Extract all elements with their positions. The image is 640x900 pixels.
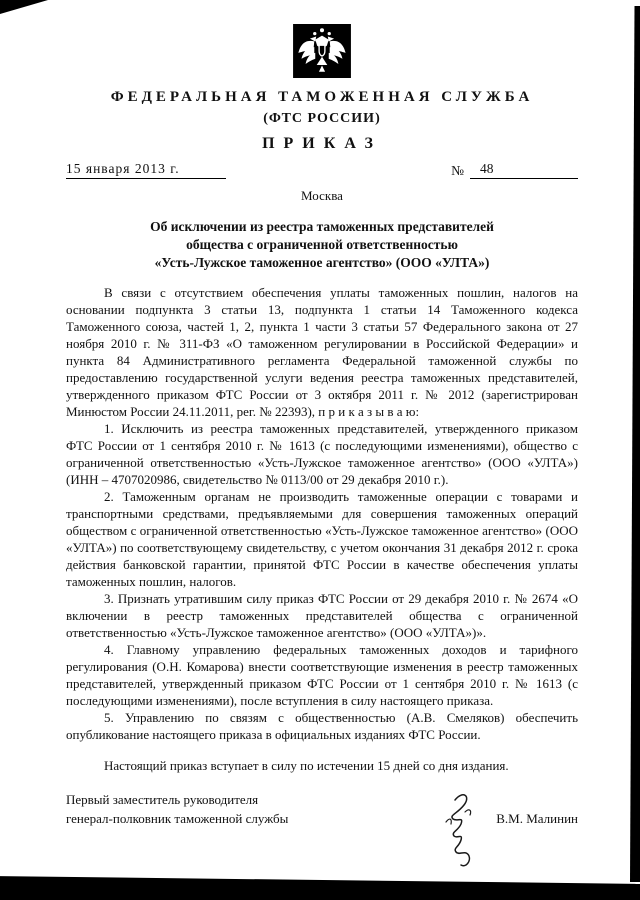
- date-number-row: [66, 161, 578, 179]
- signature-block: [66, 790, 578, 828]
- double-headed-eagle-icon: [293, 65, 351, 82]
- preamble-paragraph: В связи с отсутствием обеспечения уплаты таможенных пошлин, налогов на основании подпункта 3 статьи 13, подпункта 1 статьи 14 Таможенного кодекса Таможенного союза, частей 1, 2, пункта 1 части 3 статьи 57 Федерального закона от 27 ноября 2010 г. № 311-ФЗ «О таможенном регулировании в Российской Федерации» и пункта 84 Административного регламента Федеральной таможенной службы по предоставлению государственной услуги ведения реестра таможенных представителей, утвержденного приказом ФТС России от 3 октября 2011 г. № 2012 (зарегистрирован Минюстом России 24.11.2011, рег. № 22393), п р и к а з ы в а ю:: [66, 285, 578, 419]
- scan-artifact-top-left: [0, 0, 48, 14]
- scan-artifact-bottom-edge: [0, 874, 640, 900]
- document-date: 15 января 2013 г.: [66, 161, 226, 179]
- document-content: [66, 24, 578, 828]
- document-body: [66, 284, 578, 774]
- signer-position-line-2: генерал-полковник таможенной службы: [66, 811, 289, 826]
- number-sign: №: [451, 163, 464, 178]
- document-type-heading: ПРИКАЗ: [262, 135, 382, 152]
- scan-artifact-right-edge: [630, 6, 640, 882]
- agency-name: ФЕДЕРАЛЬНАЯ ТАМОЖЕННАЯ СЛУЖБА: [110, 89, 534, 105]
- signer-name: В.М. Малинин: [496, 811, 578, 826]
- signer-position: [66, 790, 288, 828]
- order-item-5: 5. Управлению по связям с общественностью (А.В. Смеляков) обеспечить опубликование настоящего приказа в официальных изданиях ФТС России.: [66, 710, 578, 742]
- document-title: [66, 218, 578, 272]
- handwritten-signature-icon: [421, 792, 491, 875]
- order-item-1: 1. Исключить из реестра таможенных представителей, утвержденного приказом ФТС России от 1 сентября 2010 г. № 1613 (с последующими изменениями), общество с ограниченной ответственностью «Усть-Лужское таможенное агентство» (ООО «УЛТА») (ИНН – 4707020986, свидетельство № 0113/00 от 29 декабря 2010 г.).: [66, 421, 578, 487]
- order-item-4: 4. Главному управлению федеральных таможенных доходов и тарифного регулирования (О.Н. Комарова) внести соответствующие изменения в реестр таможенных представителей, утвержденный приказом ФТС России от 1 сентября 2010 г. № 1613 (с последующими изменениями), после вступления в силу настоящего приказа.: [66, 642, 578, 708]
- signer-position-line-1: Первый заместитель руководителя: [66, 792, 259, 807]
- title-line-2: общества с ограниченной ответственностью: [186, 237, 458, 252]
- document-number-group: [451, 161, 578, 179]
- closing-paragraph: Настоящий приказ вступает в силу по истечении 15 дней со дня издания.: [104, 758, 509, 773]
- order-item-3: 3. Признать утратившим силу приказ ФТС России от 29 декабря 2010 г. № 2674 «О включении в реестр таможенных представителей общества с ограниченной ответственностью «Усть-Лужское таможенное агентство» (ООО «УЛТА»)».: [66, 591, 578, 640]
- title-line-3: «Усть-Лужское таможенное агентство» (ООО «УЛТА»): [154, 255, 490, 270]
- issuing-city: Москва: [301, 188, 343, 203]
- emblem-container: [66, 24, 578, 83]
- agency-abbreviation: (ФТС РОССИИ): [263, 111, 381, 126]
- order-item-2: 2. Таможенным органам не производить таможенные операции с товарами и транспортными средствами, предъявляемыми для совершения таможенных операций обществом с ограниченной ответственностью «Усть-Лужское таможенное агентство» (ООО «УЛТА») по соответствующему свидетельству, с учетом окончания 31 декабря 2012 г. срока действия банковской гарантии, принятой ФТС России в качестве обеспечения уплаты таможенных пошлин, налогов.: [66, 489, 578, 589]
- title-line-1: Об исключении из реестра таможенных представителей: [150, 219, 494, 234]
- document-number: 48: [470, 161, 578, 179]
